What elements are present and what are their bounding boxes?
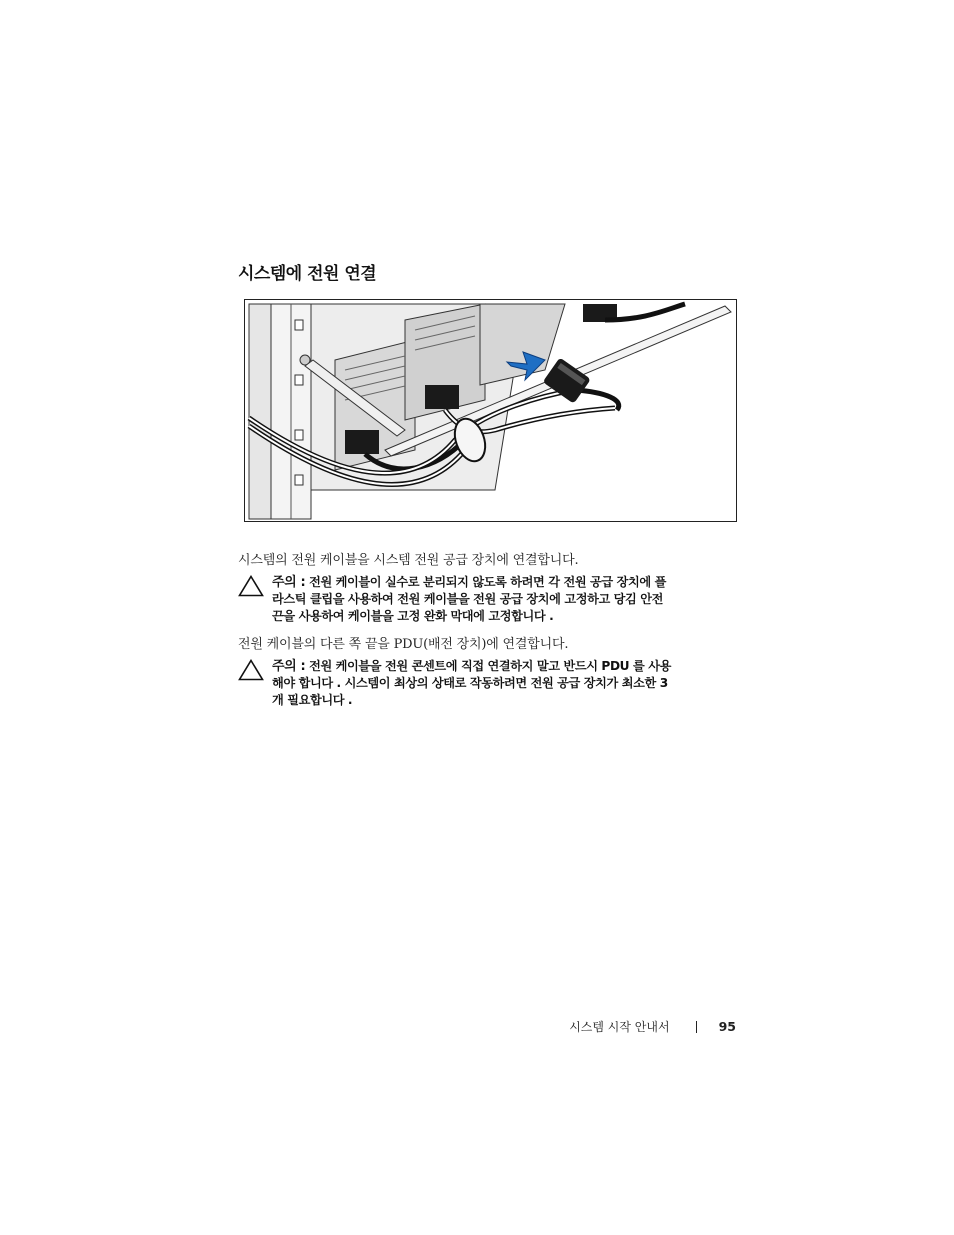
caution-icon	[238, 659, 264, 681]
page-footer	[569, 1018, 736, 1035]
footer-section-title: 시스템 시작 안내서	[569, 1020, 670, 1034]
caution-line: 전원 케이블이 실수로 분리되지 않도록 하려면 각 전원 공급 장치에 플	[309, 575, 666, 589]
footer-divider	[696, 1021, 697, 1033]
page-number: 95	[718, 1019, 736, 1034]
power-cable-illustration	[245, 300, 737, 522]
step-text-1: 시스템의 전원 케이블을 시스템 전원 공급 장치에 연결합니다.	[238, 553, 579, 568]
caution-line: 개 필요합니다 .	[272, 693, 353, 707]
caution-line: 전원 케이블을 전원 콘센트에 직접 연결하지 말고 반드시 PDU 를 사용	[309, 659, 671, 673]
caution-line: 끈을 사용하여 케이블을 고정 완화 막대에 고정합니다 .	[272, 609, 554, 623]
step-text-2: 전원 케이블의 다른 쪽 끝을 PDU(배전 장치)에 연결합니다.	[238, 637, 569, 652]
caution-icon	[238, 575, 264, 597]
caution-line: 라스틱 클립을 사용하여 전원 케이블을 전원 공급 장치에 고정하고 당김 안전	[272, 592, 663, 606]
caution-line: 해야 합니다 . 시스템이 최상의 상태로 작동하려면 전원 공급 장치가 최소한 3	[272, 676, 668, 690]
caution-notice-2	[238, 658, 743, 709]
caution-label: 주의 :	[272, 659, 306, 674]
power-connection-figure	[244, 299, 737, 522]
caution-label: 주의 :	[272, 575, 306, 590]
section-heading: 시스템에 전원 연결	[238, 264, 377, 284]
caution-notice-1	[238, 574, 743, 625]
